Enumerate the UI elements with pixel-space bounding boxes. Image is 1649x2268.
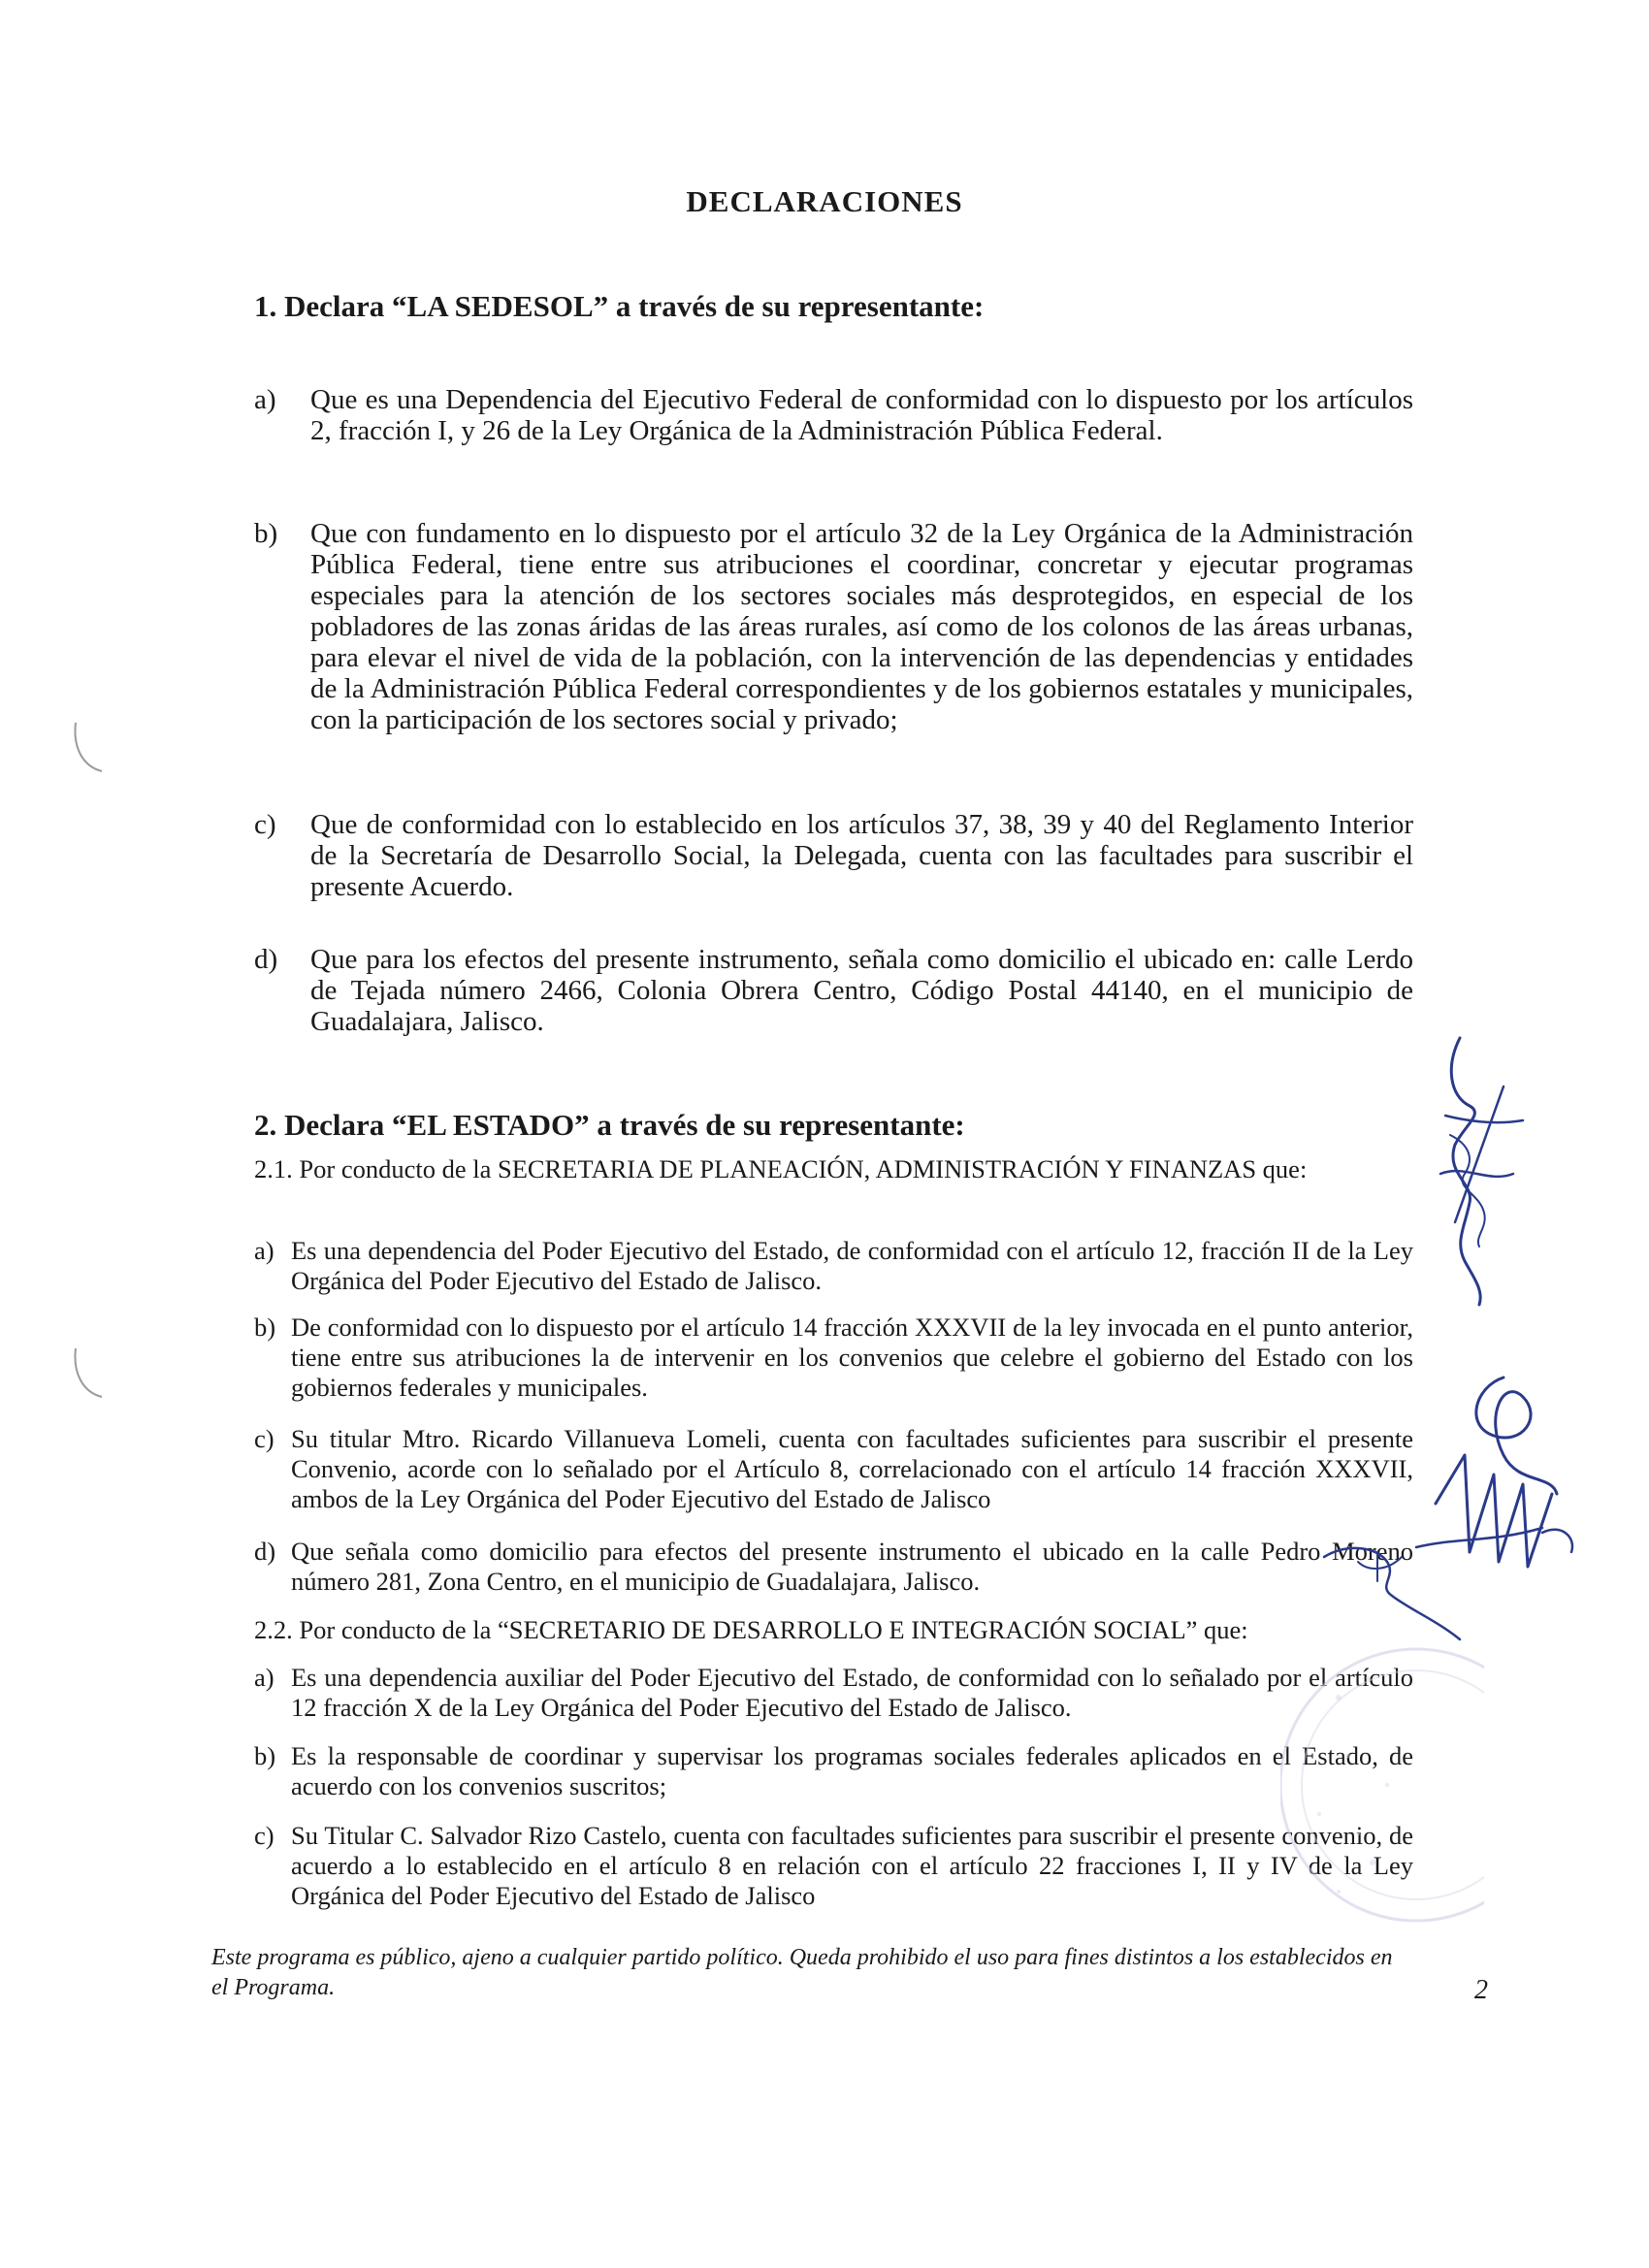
item-label: c) [254, 1821, 275, 1850]
page-title: DECLARACIONES [686, 184, 963, 218]
section-1-item-b [254, 518, 1413, 735]
item-text: Es una dependencia auxiliar del Poder Ejecutivo del Estado, de conformidad con lo señalado por el artículo 12 fracción X de la Ley Orgánica del Poder Ejecutivo del Estado de Jalisco. [291, 1663, 1413, 1722]
ink-scribble-icon [1319, 1538, 1465, 1644]
section-1-item-a [254, 384, 1413, 446]
subsection-2-2-heading: 2.2. Por conducto de la “SECRETARIO DE DESARROLLO E INTEGRACIÓN SOCIAL” que: [254, 1615, 1248, 1644]
item-text: Su Titular C. Salvador Rizo Castelo, cuenta con facultades suficientes para suscribir el presente convenio, de acuerdo a lo establecido en el artículo 8 en relación con el artículo 22 fracciones I, II y IV de la Ley Orgánica del Poder Ejecutivo del Estado de Jalisco [291, 1821, 1413, 1910]
item-text: Que es una Dependencia del Ejecutivo Federal de conformidad con lo dispuesto por los artículos 2, fracción I, y 26 de la Ley Orgánica de la Administración Pública Federal. [310, 384, 1413, 446]
item-label: d) [254, 944, 278, 975]
item-text: Que de conformidad con lo establecido en los artículos 37, 38, 39 y 40 del Reglamento Interior de la Secretaría de Desarrollo Social, la Delegada, cuenta con las facultades para suscribir el presente Acuerdo. [310, 809, 1413, 902]
item-label: d) [254, 1537, 276, 1566]
punch-hole-mark-icon [68, 1344, 107, 1402]
item-label: a) [254, 1663, 275, 1692]
subsection-2-1-item-d [254, 1537, 1413, 1597]
subsection-2-1-heading: 2.1. Por conducto de la SECRETARIA DE PLANEACIÓN, ADMINISTRACIÓN Y FINANZAS que: [254, 1154, 1308, 1183]
footer-disclaimer: Este programa es público, ajeno a cualquier partido político. Queda prohibido el uso para fines distintos a los establecidos en el Programa. [211, 1945, 1393, 2000]
item-label: c) [254, 1424, 275, 1453]
subsection-2-1-item-a [254, 1236, 1413, 1296]
subsection-2-2-item-c [254, 1821, 1413, 1911]
section-2-heading: 2. Declara “EL ESTADO” a través de su representante: [254, 1108, 965, 1142]
item-text: Es la responsable de coordinar y supervisar los programas sociales federales aplicados en el Estado, de acuerdo con los convenios suscritos; [291, 1741, 1413, 1800]
item-label: a) [254, 1236, 275, 1265]
item-text: Que señala como domicilio para efectos del presente instrumento el ubicado en la calle Pedro Moreno número 281, Zona Centro, en el municipio de Guadalajara, Jalisco. [291, 1537, 1413, 1596]
subsection-2-1-item-b [254, 1312, 1413, 1403]
subsection-2-1-item-c [254, 1424, 1413, 1514]
item-label: b) [254, 518, 278, 549]
item-text: Que para los efectos del presente instrumento, señala como domicilio el ubicado en: calle Lerdo de Tejada número 2466, Colonia Obrera Centro, Código Postal 44140, en el municipio de Guadalajara, Jalisco. [310, 944, 1413, 1037]
item-text: De conformidad con lo dispuesto por el artículo 14 fracción XXXVII de la ley invocada en el punto anterior, tiene entre sus atribuciones la de intervenir en los convenios que celebre el gobierno del Estado con los gobiernos federales y municipales. [291, 1312, 1413, 1402]
section-1-item-c [254, 809, 1413, 902]
subsection-2-2-item-a [254, 1663, 1413, 1723]
section-1-item-d [254, 944, 1413, 1037]
page-number: 2 [1474, 1975, 1488, 2005]
item-label: b) [254, 1741, 276, 1770]
punch-hole-mark-icon [68, 718, 107, 776]
official-seal-icon [1280, 1639, 1484, 1930]
item-label: a) [254, 384, 276, 415]
item-text: Su titular Mtro. Ricardo Villanueva Lomeli, cuenta con facultades suficientes para suscribir el presente Convenio, acorde con lo señalado por el Artículo 8, correlacionado con el artículo 14 fracción XXXVII, ambos de la Ley Orgánica del Poder Ejecutivo del Estado de Jalisco [291, 1424, 1413, 1513]
handwritten-signature-icon [1426, 1028, 1533, 1310]
item-label: c) [254, 809, 276, 840]
item-text: Que con fundamento en lo dispuesto por el artículo 32 de la Ley Orgánica de la Administración Pública Federal, tiene entre sus atribuciones el coordinar, concretar y ejecutar programas especiales para la atención de los sectores sociales más desprotegidos, en especial de los pobladores de las zonas áridas de las áreas rurales, así como de los colonos de las áreas urbanas, para elevar el nivel de vida de la población, con la intervención de las dependencias y entidades de la Administración Pública Federal correspondientes y de los gobiernos estatales y municipales, con la participación de los sectores social y privado; [310, 518, 1413, 735]
subsection-2-2-item-b [254, 1741, 1413, 1801]
item-label: b) [254, 1312, 276, 1342]
item-text: Es una dependencia del Poder Ejecutivo del Estado, de conformidad con el artículo 12, fracción II de la Ley Orgánica del Poder Ejecutivo del Estado de Jalisco. [291, 1236, 1413, 1295]
section-1-heading: 1. Declara “LA SEDESOL” a través de su representante: [254, 289, 985, 323]
